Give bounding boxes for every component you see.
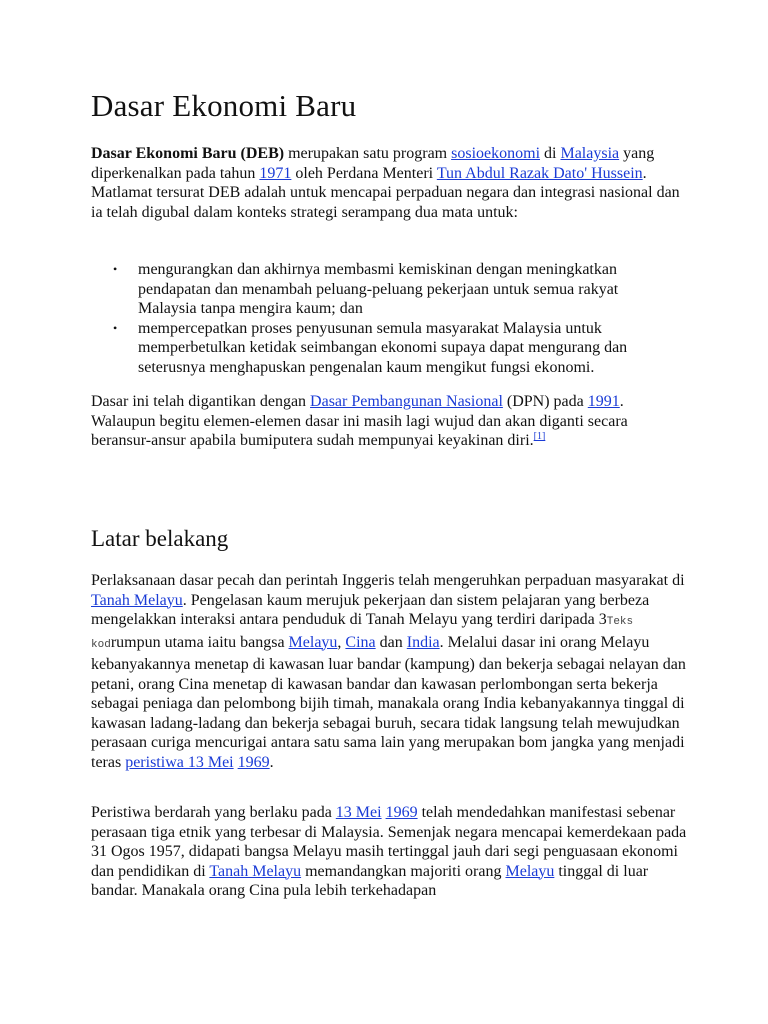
text-run: . Melalui dasar ini orang Melayu kebanyakannya menetap di kawasan luar bandar (kampung) dan bekerja sebagai nelayan dan petani, orang Cina menetap di kawasan bandar dan kawasan perlombongan serta bekerja sebagai peniaga dan pelombong bijih timah, manakala orang India kebanyakannya tinggal di kawasan ladang-ladang dan bekerja sebagai buruh, secara tidak langsung telah mewujudkan perasaan curiga mencurigai antara satu sama lain yang merupakan bom jangka yang menjadi teras [91,633,686,771]
section-heading-latar-belakang: Latar belakang [91,526,229,551]
text-run: (DPN) pada [502,393,588,410]
list-item-text: mengurangkan dan akhirnya membasmi kemiskinan dengan meningkatkan pendapatan dan menambah peluang-peluang pekerjaan untuk semua rakyat Malaysia tanpa mengira kaum; dan [138,261,619,317]
link-tanah-melayu[interactable]: Tanah Melayu [209,862,302,880]
list-item-text: mempercepatkan proses penyusunan semula masyarakat Malaysia untuk memperbetulkan ketidak seimbangan ekonomi supaya dapat mengurang dan seterusnya menghapuskan pengenalan kaum mengikut fungsi ekonomi. [138,319,628,376]
text-run: . Pengelasan kaum merujuk pekerjaan dan sistem pelajaran yang berbeza mengelakkan interaksi antara penduduk di Tanah Melayu yang terdiri daripada 3 [91,591,650,628]
intro-paragraph [91,144,691,222]
bullet-list [91,260,671,377]
link-melayu[interactable]: Melayu [505,862,555,880]
list-item [91,260,671,319]
text-run: . [269,753,274,771]
link-1971[interactable]: 1971 [259,164,292,182]
paragraph-dpn [91,392,691,451]
text-run: merupakan satu program [284,145,452,162]
text-run: yang diperkenalkan pada tahun [91,145,655,182]
link-tun-abdul-razak[interactable]: Tun Abdul Razak Dato' Hussein [436,164,643,182]
link-india[interactable]: India [406,633,440,651]
bullet-icon: • [113,262,118,276]
link-malaysia[interactable]: Malaysia [560,145,620,162]
list-item [91,319,671,378]
link-cina[interactable]: Cina [345,633,376,651]
paragraph-peristiwa [91,803,691,901]
link-1991[interactable]: 1991 [587,393,620,410]
text-run: Peristiwa berdarah yang berlaku pada [91,804,336,821]
bullet-icon: • [113,320,118,335]
text-run: memandangkan majoriti orang [301,862,506,880]
text-run: . Matlamat tersurat DEB adalah untuk mencapai perpaduan negara dan integrasi nasional dan ia telah digubal dalam konteks strategi serampang dua mata untuk: [91,164,680,221]
paragraph-latar-belakang [91,571,691,772]
text-run: di [540,145,561,162]
intro-bold-term: Dasar Ekonomi Baru (DEB) [91,145,285,162]
link-tanah-melayu[interactable]: Tanah Melayu [91,591,183,609]
text-run: tinggal di luar bandar. Manakala orang Cina pula lebih terkehadapan [91,862,649,899]
link-dasar-pembangunan-nasional[interactable]: Dasar Pembangunan Nasional [310,393,503,410]
page-title: Dasar Ekonomi Baru [91,88,357,123]
text-run: , [337,633,346,651]
text-run: rumpun utama iaitu bangsa [110,633,289,651]
link-sosioekonomi[interactable]: sosioekonomi [451,145,541,162]
link-1969[interactable]: 1969 [385,804,418,821]
link-peristiwa-13-mei[interactable]: peristiwa 13 Mei [125,753,234,771]
text-run: oleh Perdana Menteri [291,164,437,182]
text-run: telah mendedahkan manifestasi sebenar perasaan tiga etnik yang terbesar di Malaysia. Semenjak negara mencapai kemerdekaan pada 31 Ogos 1957, didapati bangsa Melayu masih tertinggal jauh dari segi penguasaan ekonomi dan pendidikan di [91,804,687,880]
code-text: Teks kod [91,616,634,651]
text-run: dan [375,633,407,651]
link-melayu[interactable]: Melayu [288,633,338,651]
link-13-mei[interactable]: 13 Mei [335,804,382,821]
text-run: . Walaupun begitu elemen-elemen dasar ini masih lagi wujud dan akan diganti secara beransur-ansur apabila bumiputera sudah mempunyai keyakinan diri. [91,393,628,449]
reference-link-1[interactable]: [1] [533,431,546,442]
text-run: Dasar ini telah digantikan dengan [91,393,311,410]
text-run: Perlaksanaan dasar pecah dan perintah Inggeris telah mengeruhkan perpaduan masyarakat di [91,572,685,589]
link-1969[interactable]: 1969 [237,753,270,771]
